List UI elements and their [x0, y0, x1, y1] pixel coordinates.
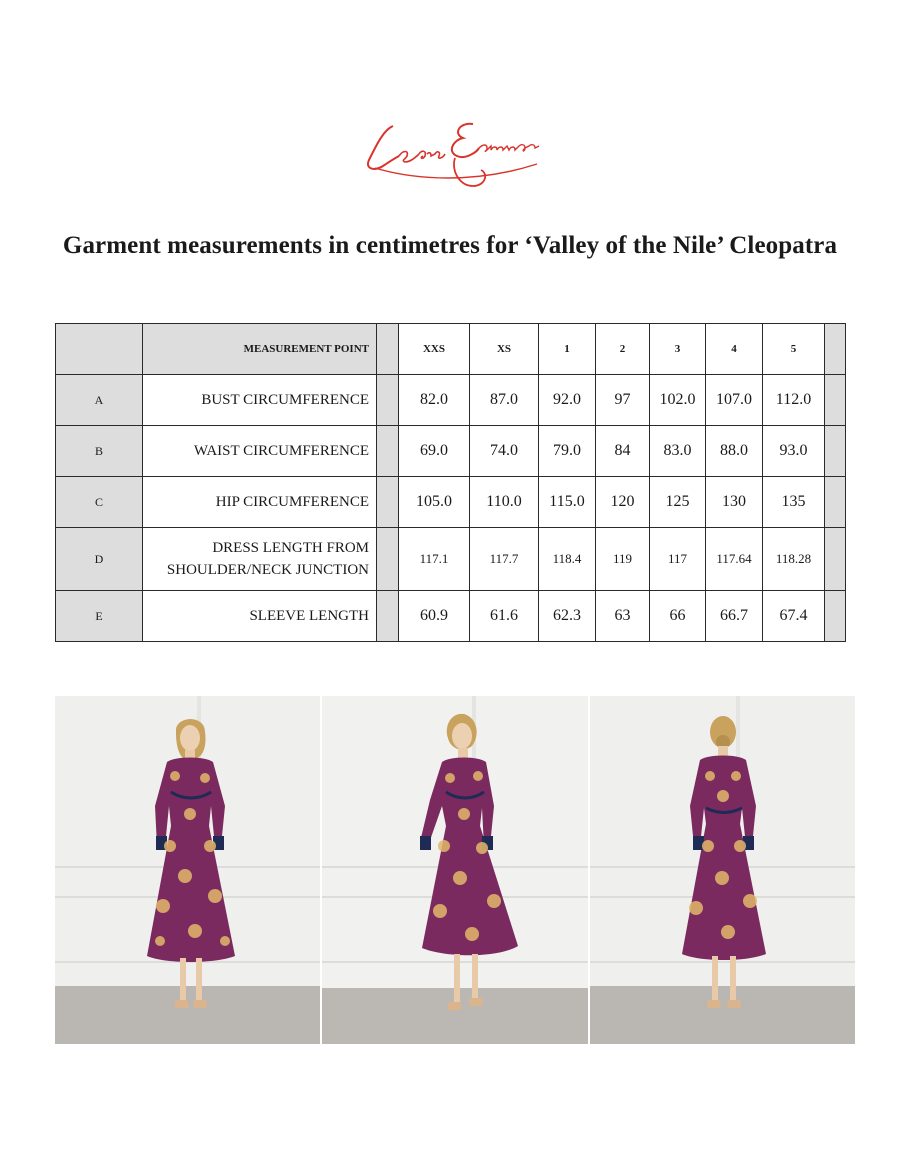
table-cell: 60.9	[399, 591, 470, 642]
table-cell: 112.0	[763, 375, 825, 426]
table-cell: 118.28	[763, 528, 825, 591]
table-cell: 63	[596, 591, 650, 642]
table-row	[56, 477, 846, 528]
table-header-row	[56, 324, 846, 375]
table-cell: 110.0	[470, 477, 539, 528]
table-cell: 117.1	[399, 528, 470, 591]
table-cell: 119	[596, 528, 650, 591]
spacer-cell	[377, 375, 399, 426]
header-size: 1	[539, 324, 596, 375]
table-cell: 118.4	[539, 528, 596, 591]
table-cell: 88.0	[706, 426, 763, 477]
model-figure-front	[55, 696, 321, 1044]
model-photo-back	[590, 696, 855, 1044]
table-cell: 115.0	[539, 477, 596, 528]
table-cell: 92.0	[539, 375, 596, 426]
page-title: Garment measurements in centimetres for ‘Valley of the Nile’ Cleopatra	[62, 232, 838, 259]
table-cell: 97	[596, 375, 650, 426]
row-letter: C	[56, 477, 143, 528]
table-cell: 62.3	[539, 591, 596, 642]
spacer-cell	[825, 375, 846, 426]
row-measurement-point: BUST CIRCUMFERENCE	[143, 375, 377, 426]
spacer-cell	[377, 528, 399, 591]
row-measurement-point: HIP CIRCUMFERENCE	[143, 477, 377, 528]
spacer-cell	[377, 426, 399, 477]
table-cell: 87.0	[470, 375, 539, 426]
model-figure-three-quarter	[322, 696, 588, 1044]
spacer-cell	[825, 426, 846, 477]
header-size: XXS	[399, 324, 470, 375]
table-cell: 69.0	[399, 426, 470, 477]
row-measurement-point: WAIST CIRCUMFERENCE	[143, 426, 377, 477]
table-cell: 107.0	[706, 375, 763, 426]
table-cell: 120	[596, 477, 650, 528]
table-cell: 61.6	[470, 591, 539, 642]
row-letter: D	[56, 528, 143, 591]
spacer-cell	[825, 324, 846, 375]
row-measurement-point	[143, 528, 377, 591]
table-cell: 84	[596, 426, 650, 477]
signature-logo-graphic	[355, 100, 545, 200]
point-line: DRESS LENGTH FROM	[212, 540, 369, 556]
corner-cell	[56, 324, 143, 375]
table-cell: 105.0	[399, 477, 470, 528]
header-size: 5	[763, 324, 825, 375]
header-size: XS	[470, 324, 539, 375]
table-cell: 93.0	[763, 426, 825, 477]
table-cell: 102.0	[650, 375, 706, 426]
model-figure-back	[590, 696, 855, 1044]
table-cell: 117.7	[470, 528, 539, 591]
model-photo-three-quarter	[322, 696, 589, 1044]
table-cell: 82.0	[399, 375, 470, 426]
spacer-cell	[377, 591, 399, 642]
table-cell: 125	[650, 477, 706, 528]
model-photo-front	[55, 696, 322, 1044]
table-cell: 67.4	[763, 591, 825, 642]
row-letter: B	[56, 426, 143, 477]
table-row	[56, 426, 846, 477]
header-size: 3	[650, 324, 706, 375]
spacer-cell	[377, 477, 399, 528]
row-measurement-point: SLEEVE LENGTH	[143, 591, 377, 642]
table-cell: 117.64	[706, 528, 763, 591]
table-row	[56, 591, 846, 642]
row-letter: E	[56, 591, 143, 642]
table-cell: 66	[650, 591, 706, 642]
table-cell: 117	[650, 528, 706, 591]
header-size: 4	[706, 324, 763, 375]
header-measurement-point: MEASUREMENT POINT	[143, 324, 377, 375]
table-cell: 79.0	[539, 426, 596, 477]
measurement-table	[55, 323, 846, 642]
spacer-cell	[825, 528, 846, 591]
table-cell: 135	[763, 477, 825, 528]
table-cell: 66.7	[706, 591, 763, 642]
point-line: SHOULDER/NECK JUNCTION	[166, 562, 369, 578]
table-cell: 130	[706, 477, 763, 528]
row-letter: A	[56, 375, 143, 426]
table-row	[56, 375, 846, 426]
table-cell: 83.0	[650, 426, 706, 477]
spacer-cell	[825, 477, 846, 528]
header-size: 2	[596, 324, 650, 375]
table-row	[56, 528, 846, 591]
table-cell: 74.0	[470, 426, 539, 477]
model-photo-strip	[55, 696, 855, 1044]
spacer-cell	[825, 591, 846, 642]
brand-logo	[355, 100, 545, 200]
spacer-cell	[377, 324, 399, 375]
